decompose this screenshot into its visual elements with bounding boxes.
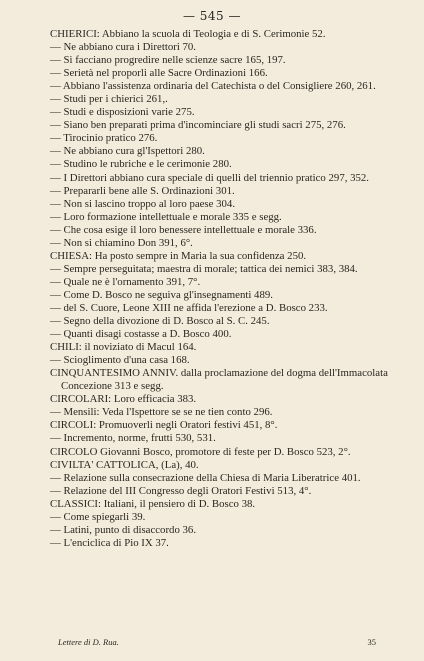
index-entry: — Ne abbiano cura i Direttori 70. [50, 41, 197, 54]
index-entries [50, 28, 390, 550]
page-number: — 545 — [182, 9, 242, 23]
index-entry: — Si facciano progredire nelle scienze sacre 165, 197. [50, 54, 286, 67]
index-entry: CIRCOLARI: Loro efficacia 383. [50, 393, 197, 406]
index-entry: — Come spiegarli 39. [50, 510, 146, 523]
index-entry: — Latini, punto di disaccordo 36. [50, 523, 197, 536]
index-entry: CLASSICI: Italiani, il pensiero di D. Bosco 38. [50, 497, 256, 510]
index-entry: — Sempre perseguitata; maestra di morale; tattica dei nemici 383, 384. [50, 262, 358, 275]
index-entry: — Relazione sulla consecrazione della Chiesa di Maria Liberatrice 401. [50, 471, 361, 484]
footer-signature: 35 [367, 637, 376, 647]
index-entry: CINQUANTESIMO ANNIV. dalla proclamazione del dogma dell'Immacolata Concezione 313 e segg. [50, 367, 388, 393]
index-entry: — Prepararli bene alle S. Ordinazioni 301. [50, 184, 235, 197]
page-footer [58, 637, 376, 647]
index-entry: CHIESA: Ha posto sempre in Maria la sua confidenza 250. [50, 249, 307, 262]
index-entry: — Studino le rubriche e le cerimonie 280. [50, 158, 232, 171]
index-entry: — Come D. Bosco ne seguiva gl'insegnamenti 489. [50, 288, 273, 301]
index-entry: — I Direttori abbiano cura speciale di quelli del triennio pratico 297, 352. [50, 171, 370, 184]
index-entry: — Abbiano l'assistenza ordinaria del Catechista o del Consigliere 260, 261. [50, 80, 376, 93]
index-entry: CIRCOLI: Promuoverli negli Oratori festivi 451, 8°. [50, 419, 278, 432]
index-entry: — Scioglimento d'una casa 168. [50, 354, 190, 367]
index-entry: — Siano ben preparati prima d'incominciare gli studi sacri 275, 276. [50, 119, 346, 132]
index-entry: — Ne abbiano cura gl'Ispettori 280. [50, 145, 205, 158]
index-entry: — Segno della divozione di D. Bosco al S. C. 245. [50, 315, 270, 328]
index-entry: — Non si chiamino Don 391, 6°. [50, 236, 193, 249]
index-entry: — Quale ne è l'ornamento 391, 7°. [50, 275, 201, 288]
index-entry: — Che cosa esige il loro benessere intellettuale e morale 336. [50, 223, 317, 236]
index-entry: — Serietà nel proporli alle Sacre Ordinazioni 166. [50, 67, 268, 80]
index-entry: — Incremento, norme, frutti 530, 531. [50, 432, 216, 445]
index-entry: CHILI: il noviziato di Macul 164. [50, 341, 197, 354]
index-entry: CIVILTA' CATTOLICA, (La), 40. [50, 458, 199, 471]
index-entry: — Loro formazione intellettuale e morale 335 e segg. [50, 210, 282, 223]
index-entry: — Relazione del III Congresso degli Oratori Festivi 513, 4°. [50, 484, 312, 497]
index-entry: — Studi e disposizioni varie 275. [50, 106, 195, 119]
index-entry: — Tirocinio pratico 276. [50, 132, 158, 145]
index-entry: — del S. Cuore, Leone XIII ne affida l'erezione a D. Bosco 233. [50, 301, 328, 314]
index-entry: CHIERICI: Abbiano la scuola di Teologia e di S. Cerimonie 52. [50, 28, 326, 40]
index-entry: — Quanti disagi costasse a D. Bosco 400. [50, 328, 232, 341]
index-entry: — Non si lascino troppo al loro paese 304. [50, 197, 236, 210]
index-entry: — L'enciclica di Pio IX 37. [50, 536, 169, 549]
footer-title: Lettere di D. Rua. [58, 637, 119, 647]
index-entry: CIRCOLO Giovanni Bosco, promotore di feste per D. Bosco 523, 2°. [50, 445, 351, 458]
index-entry: — Studi per i chierici 261,. [50, 93, 168, 106]
index-entry: — Mensili: Veda l'Ispettore se se ne tien conto 296. [50, 406, 273, 419]
